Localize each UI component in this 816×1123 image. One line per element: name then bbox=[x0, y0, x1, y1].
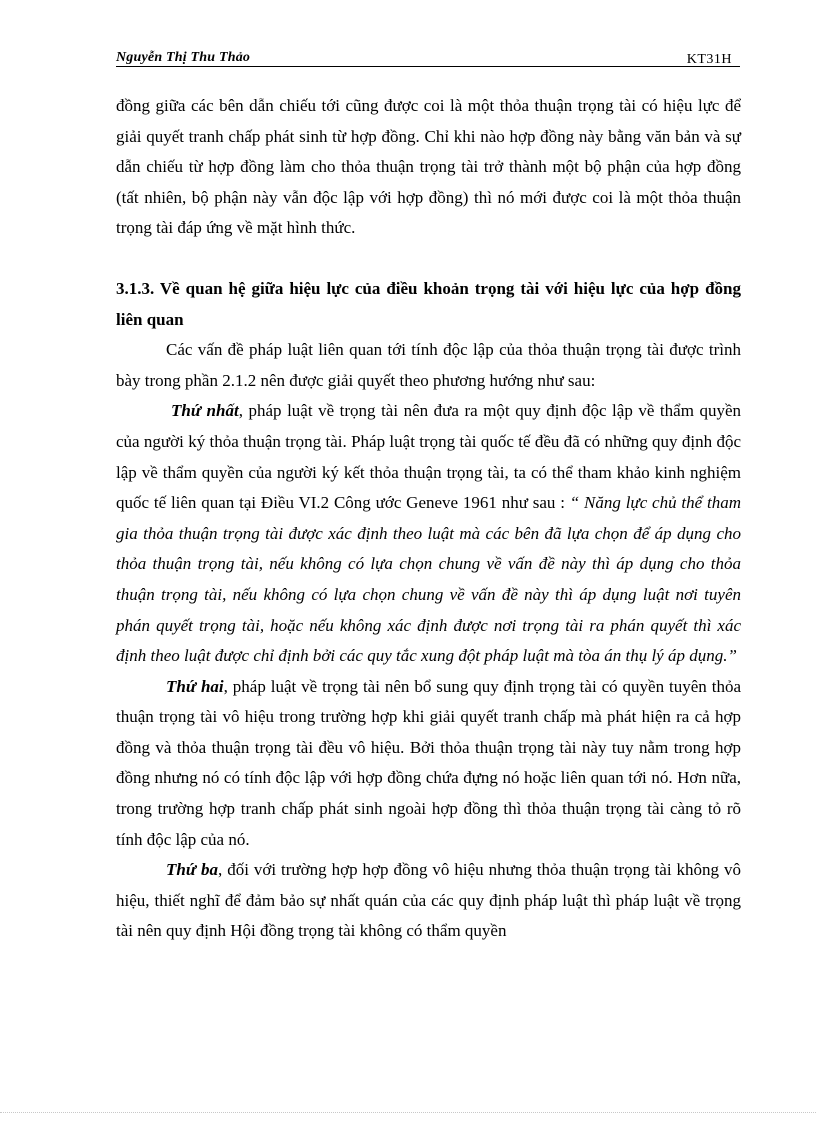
geneve-convention-quote: “ Năng lực chủ thể tham gia thỏa thuận trọng tài được xác định theo luật mà các bên đã lựa chọn để áp dụng cho thỏa thuận trọng tài, nếu không có lựa chọn chung về vấn đề này thì áp dụng cho thỏa thuận trọng tài, nếu không có lựa chọn chung về vấn đề này thì áp dụng luật nơi tuyên phán quyết trọng tài, hoặc nếu không xác định được nơi trọng tài ra phán quyết thì xác định theo luật được chỉ định bởi các quy tắc xung đột pháp luật mà tòa án thụ lý áp dụng.” bbox=[116, 493, 742, 666]
first-point-text: , pháp luật về trọng tài nên đưa ra một quy định độc lập về thẩm quyền của người ký thỏa thuận trọng tài. Pháp luật trọng tài quốc tế đều đã có những quy định độc lập về thẩm quyền của người ký kết thỏa thuận trọng tài, ta có thể tham khảo kinh nghiệm quốc tế liên quan tại Điều VI.2 Công ước Geneve 1961 như sau : bbox=[116, 401, 742, 513]
header-code: KT31H bbox=[686, 52, 732, 67]
header-author: Nguyễn Thị Thu Thảo bbox=[116, 50, 251, 65]
header-rule bbox=[116, 66, 740, 67]
first-point-lead: Thứ nhất bbox=[171, 401, 239, 421]
paragraph-first-point bbox=[116, 396, 741, 671]
paragraph-continuation: đồng giữa các bên dẫn chiếu tới cũng được coi là một thỏa thuận trọng tài có hiệu lực để giải quyết tranh chấp phát sinh từ hợp đồng. Chỉ khi nào hợp đồng này bằng văn bản và sự dẫn chiếu từ hợp đồng làm cho thỏa thuận trọng tài trở thành một bộ phận của hợp đồng (tất nhiên, bộ phận này vẫn độc lập với hợp đồng) thì nó mới được coi là một thỏa thuận trọng tài đáp ứng về mặt hình thức. bbox=[116, 96, 741, 238]
paragraph-second-point bbox=[116, 672, 741, 856]
second-point-text: , pháp luật về trọng tài nên bổ sung quy định trọng tài có quyền tuyên thỏa thuận trọng tài vô hiệu trong trường hợp khi giải quyết tranh chấp mà phát hiện ra cả hợp đồng và thỏa thuận trọng tài đều vô hiệu. Bởi thỏa thuận trọng tài này tuy nằm trong hợp đồng nhưng nó có tính độc lập với hợp đồng chứa đựng nó hoặc liên quan tới nó. Hơn nữa, trong trường hợp tranh chấp phát sinh ngoài hợp đồng thì thỏa thuận trọng tài càng tỏ rõ tính độc lập của nó. bbox=[116, 676, 741, 849]
second-point-lead: Thứ hai bbox=[166, 676, 224, 696]
paragraph-third-point bbox=[116, 855, 741, 947]
document-body bbox=[116, 91, 741, 947]
section-heading: 3.1.3. Về quan hệ giữa hiệu lực của điều khoản trọng tài với hiệu lực của hợp đồng liên quan bbox=[116, 278, 741, 329]
paragraph-intro: Các vấn đề pháp luật liên quan tới tính độc lập của thỏa thuận trọng tài được trình bày trong phần 2.1.2 nên được giải quyết theo phương hướng như sau: bbox=[116, 340, 741, 390]
third-point-text: , đối với trường hợp hợp đồng vô hiệu nhưng thỏa thuận trọng tài không vô hiệu, thiết nghĩ để đảm bảo sự nhất quán của các quy định pháp luật thì pháp luật về trọng tài nên quy định Hội đồng trọng tài không có thẩm quyền bbox=[116, 860, 741, 941]
page-bottom-divider bbox=[0, 1112, 816, 1113]
third-point-lead: Thứ ba bbox=[166, 860, 218, 880]
page-header bbox=[116, 50, 740, 68]
